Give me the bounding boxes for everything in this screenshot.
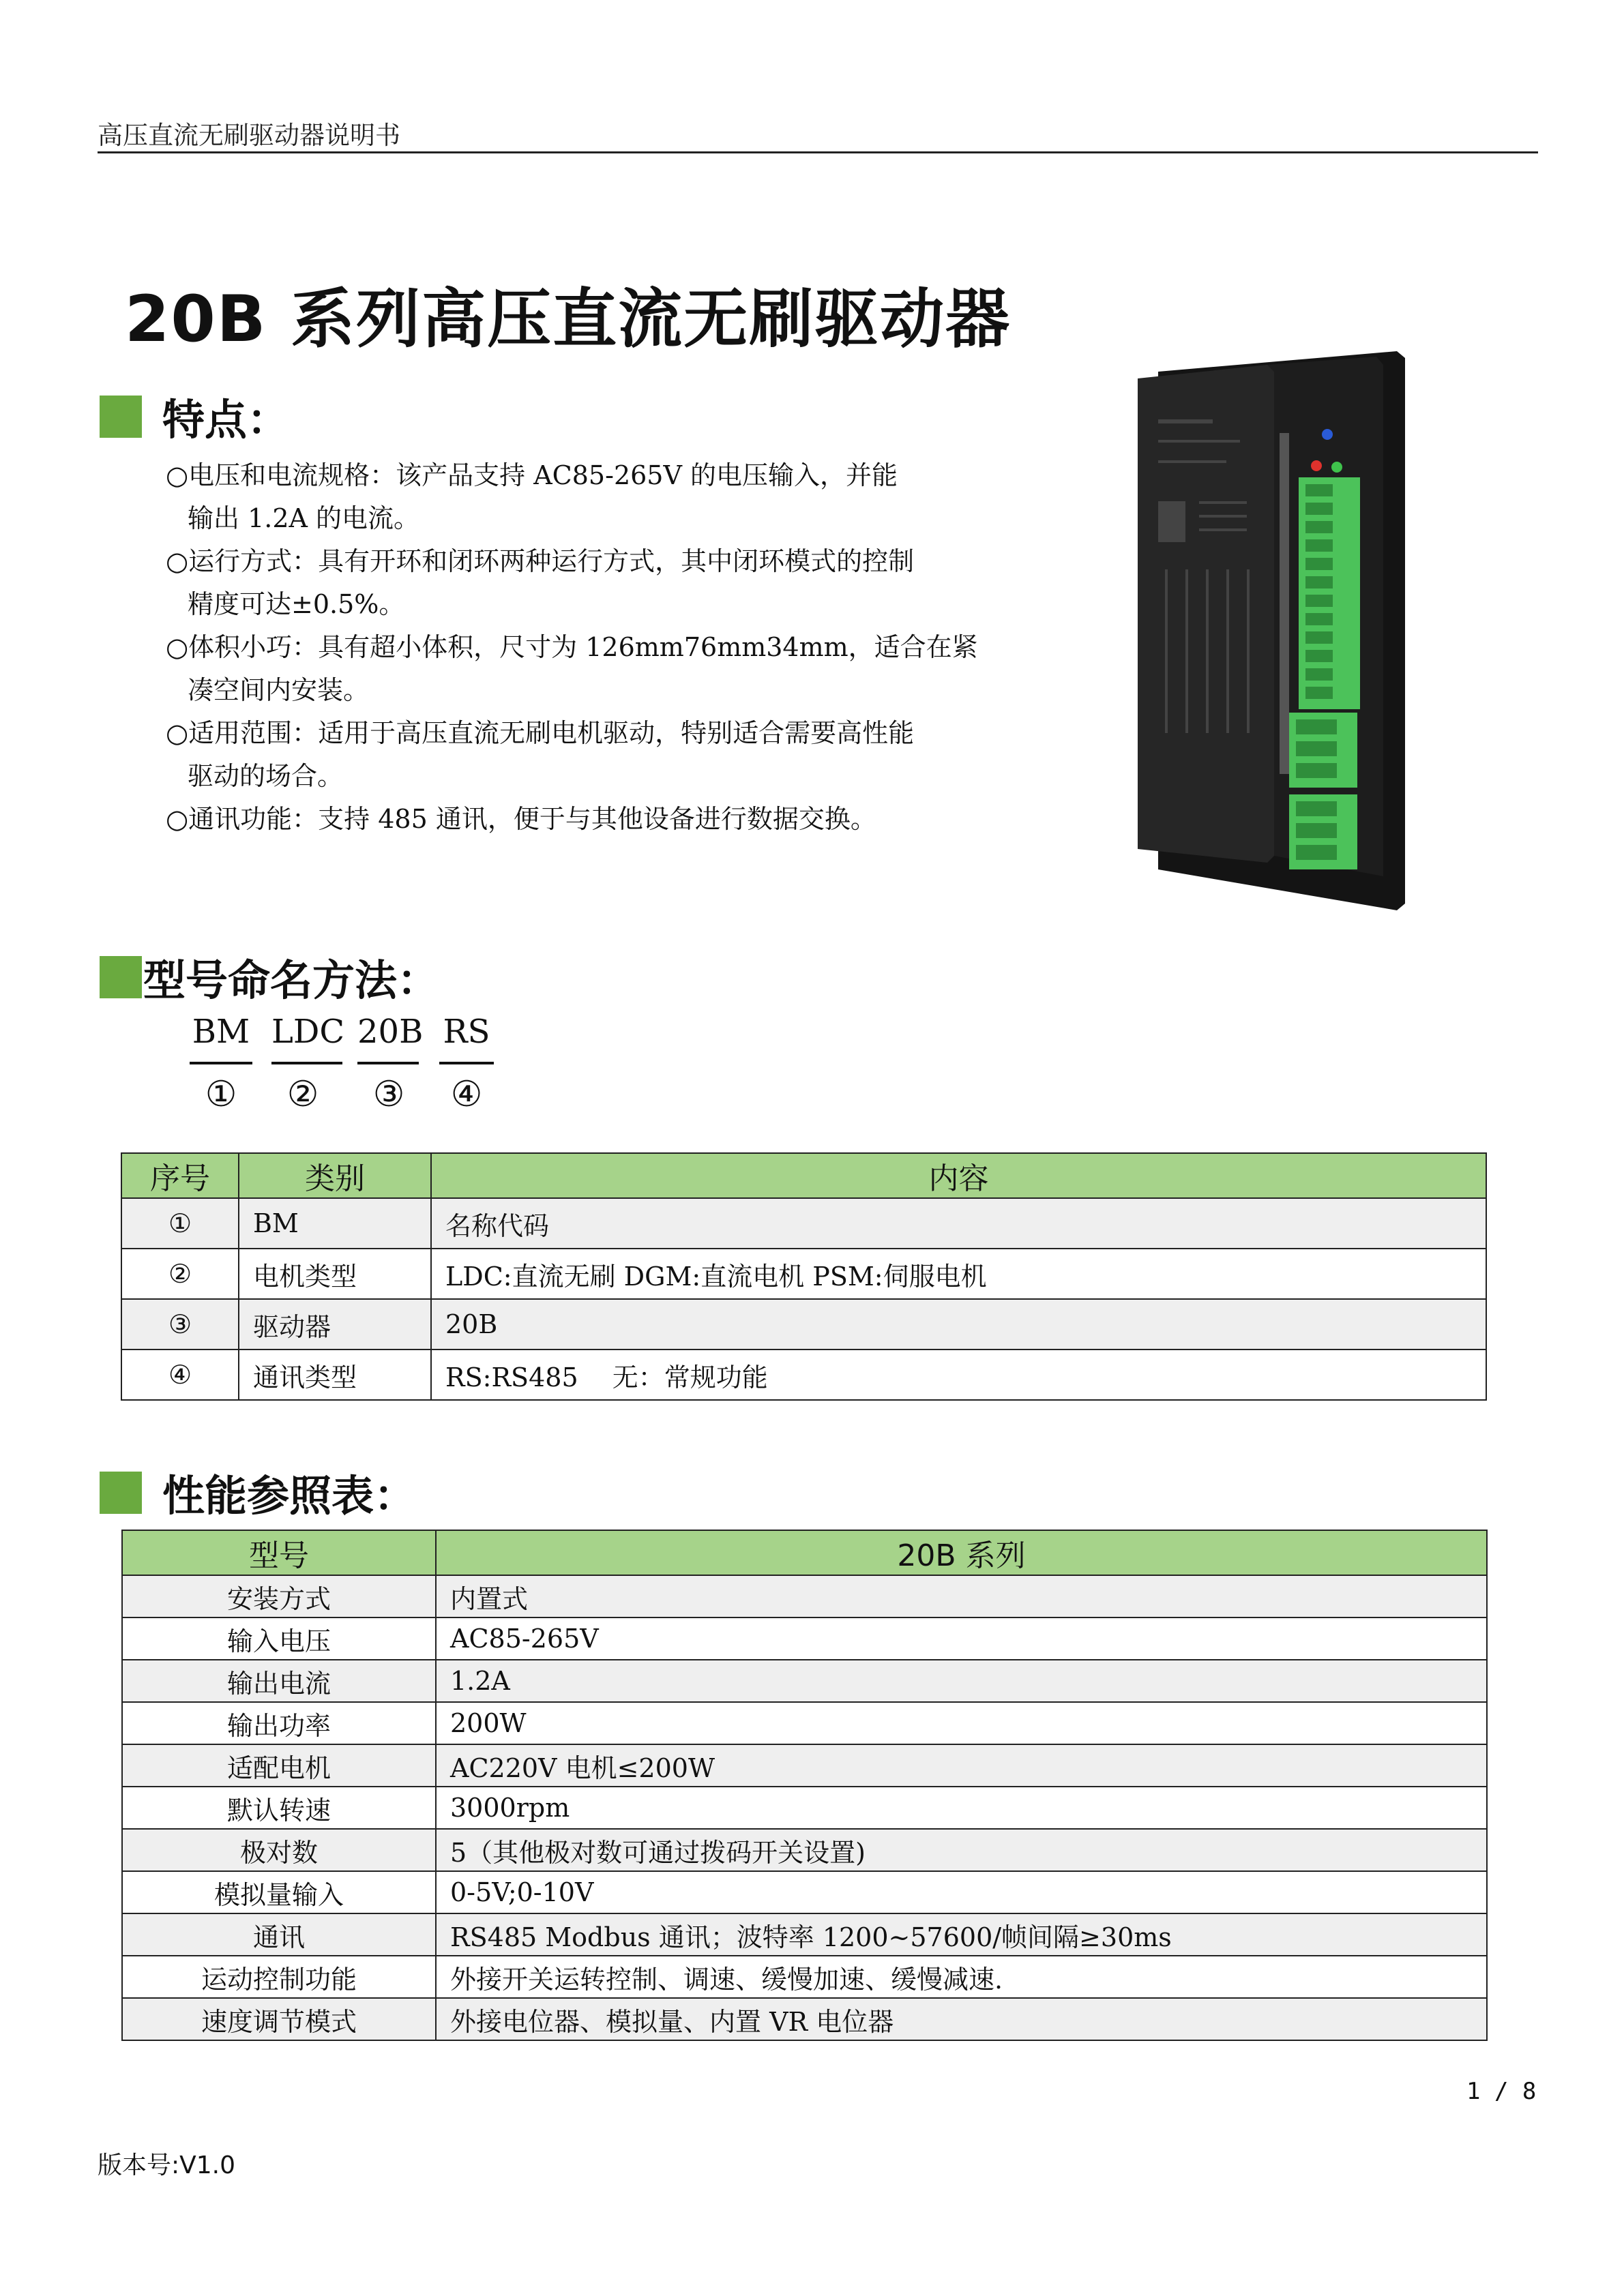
table-header: 20B 系列	[436, 1530, 1487, 1575]
table-cell: ②	[121, 1249, 239, 1299]
naming-code-underline	[271, 1062, 342, 1064]
naming-code-underline	[190, 1062, 252, 1064]
table-header-row	[122, 1530, 1487, 1575]
table-cell: 200W	[436, 1702, 1487, 1744]
section-marker-icon	[100, 396, 142, 438]
table-cell: ①	[121, 1198, 239, 1249]
table-row	[122, 1702, 1487, 1744]
naming-number: ④	[450, 1074, 483, 1115]
naming-code-text: LDC	[271, 1013, 345, 1051]
table-cell: 模拟量输入	[122, 1871, 436, 1913]
table-row	[121, 1249, 1486, 1299]
table-cell: AC220V 电机≤200W	[436, 1744, 1487, 1787]
table-cell: 电机类型	[239, 1249, 431, 1299]
table-cell: 5（其他极对数可通过拨码开关设置)	[436, 1829, 1487, 1871]
naming-number: ①	[205, 1074, 237, 1115]
table-cell: 速度调节模式	[122, 1998, 436, 2040]
naming-code	[439, 1013, 494, 1051]
table-row	[122, 1871, 1487, 1913]
performance-table	[121, 1530, 1488, 2041]
performance-heading	[100, 1462, 416, 1523]
features-heading	[100, 386, 289, 447]
version-label: 版本号:V1.0	[98, 2151, 236, 2179]
naming-code	[357, 1013, 424, 1051]
naming-heading-text: 型号命名方法：	[143, 955, 440, 1005]
table-cell: 输出功率	[122, 1702, 436, 1744]
table-header: 内容	[431, 1153, 1486, 1198]
table-row	[122, 1913, 1487, 1956]
table-cell: 运动控制功能	[122, 1956, 436, 1998]
table-cell: 通讯	[122, 1913, 436, 1956]
naming-code-underline	[357, 1062, 419, 1064]
table-cell: 输出电流	[122, 1660, 436, 1702]
table-cell: 驱动器	[239, 1299, 431, 1350]
table-row	[122, 1660, 1487, 1702]
table-cell: RS485 Modbus 通讯；波特率 1200~57600/帧间隔≥30ms	[436, 1913, 1487, 1956]
table-row	[121, 1350, 1486, 1400]
table-cell: 内置式	[436, 1575, 1487, 1617]
table-row	[122, 1617, 1487, 1660]
table-row	[122, 1575, 1487, 1617]
feature-item: ○通讯功能：支持 485 通讯，便于与其他设备进行数据交换。	[166, 804, 876, 834]
section-marker-icon	[100, 1472, 142, 1514]
table-row	[122, 1998, 1487, 2040]
table-cell: 输入电压	[122, 1617, 436, 1660]
table-cell: 默认转速	[122, 1787, 436, 1829]
table-cell: 外接电位器、模拟量、内置 VR 电位器	[436, 1998, 1487, 2040]
table-cell: 安装方式	[122, 1575, 436, 1617]
page-title: 20B 系列高压直流无刷驱动器	[125, 282, 1012, 357]
naming-code-text: 20B	[357, 1013, 424, 1051]
table-row	[122, 1956, 1487, 1998]
table-cell: 极对数	[122, 1829, 436, 1871]
table-header: 类别	[239, 1153, 431, 1198]
table-cell: 名称代码	[431, 1198, 1486, 1249]
features-heading-text: 特点：	[162, 395, 290, 445]
naming-number: ③	[372, 1074, 405, 1115]
feature-item: ○运行方式：具有开环和闭环两种运行方式，其中闭环模式的控制	[166, 546, 915, 576]
table-cell: 3000rpm	[436, 1787, 1487, 1829]
performance-heading-text: 性能参照表：	[162, 1471, 417, 1521]
table-row	[122, 1787, 1487, 1829]
page-number: 1 / 8	[1466, 2078, 1537, 2105]
table-row	[121, 1198, 1486, 1249]
table-cell: BM	[239, 1198, 431, 1249]
table-cell: RS:RS485 无：常规功能	[431, 1350, 1486, 1400]
table-header: 序号	[121, 1153, 239, 1198]
table-cell: ③	[121, 1299, 239, 1350]
table-row	[122, 1829, 1487, 1871]
naming-code	[190, 1013, 252, 1051]
naming-code-text: RS	[443, 1013, 490, 1051]
naming-table	[121, 1152, 1487, 1401]
table-cell: 20B	[431, 1299, 1486, 1350]
header-divider	[98, 151, 1538, 153]
table-cell: 通讯类型	[239, 1350, 431, 1400]
feature-item-continuation: 精度可达±0.5%。	[188, 589, 405, 619]
table-row	[121, 1299, 1486, 1350]
table-cell: LDC:直流无刷 DGM:直流电机 PSM:伺服电机	[431, 1249, 1486, 1299]
table-cell: ④	[121, 1350, 239, 1400]
feature-item-continuation: 输出 1.2A 的电流。	[188, 503, 420, 533]
features-list	[166, 454, 984, 841]
feature-item: ○体积小巧：具有超小体积，尺寸为 126mm76mm34mm，适合在紧	[166, 632, 978, 662]
table-cell: 0-5V;0-10V	[436, 1871, 1487, 1913]
driver-product-photo	[1138, 351, 1411, 910]
naming-code-text: BM	[192, 1013, 250, 1051]
table-cell: 外接开关运转控制、调速、缓慢加速、缓慢减速.	[436, 1956, 1487, 1998]
header-title: 高压直流无刷驱动器说明书	[98, 121, 400, 150]
table-cell: 1.2A	[436, 1660, 1487, 1702]
table-row	[122, 1744, 1487, 1787]
naming-heading	[100, 946, 439, 1007]
table-header: 型号	[122, 1530, 436, 1575]
naming-number: ②	[286, 1074, 319, 1115]
naming-code	[271, 1013, 345, 1051]
feature-item: ○电压和电流规格：该产品支持 AC85-265V 的电压输入，并能	[166, 460, 898, 490]
feature-item: ○适用范围：适用于高压直流无刷电机驱动，特别适合需要高性能	[166, 718, 915, 748]
naming-code-underline	[439, 1062, 494, 1064]
feature-item-continuation: 驱动的场合。	[188, 761, 344, 791]
table-cell: AC85-265V	[436, 1617, 1487, 1660]
section-marker-icon	[100, 956, 142, 998]
table-header-row	[121, 1153, 1486, 1198]
feature-item-continuation: 凑空间内安装。	[188, 675, 370, 705]
table-cell: 适配电机	[122, 1744, 436, 1787]
